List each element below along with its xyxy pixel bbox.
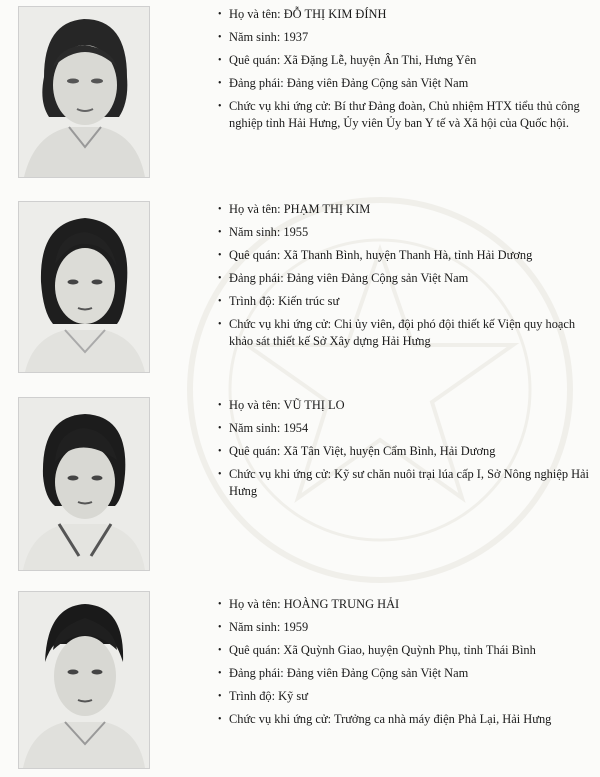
portrait-photo-4 xyxy=(18,591,150,769)
field-education: • Trình độ: Kỹ sư xyxy=(218,688,590,705)
portrait-image xyxy=(19,592,149,768)
field-full-name: • Họ và tên: PHẠM THỊ KIM xyxy=(218,201,590,218)
field-hometown: • Quê quán: Xã Quỳnh Giao, huyện Quỳnh Phụ, tỉnh Thái Bình xyxy=(218,642,590,659)
field-hometown: • Quê quán: Xã Tân Việt, huyện Cẩm Bình, Hải Dương xyxy=(218,443,590,460)
portrait-photo-1 xyxy=(18,6,150,178)
field-hometown: • Quê quán: Xã Đặng Lễ, huyện Ân Thi, Hưng Yên xyxy=(218,52,590,69)
portrait-photo-2 xyxy=(18,201,150,373)
field-full-name: • Họ và tên: HOÀNG TRUNG HẢI xyxy=(218,596,590,613)
field-position: • Chức vụ khi ứng cử: Trưởng ca nhà máy điện Phả Lại, Hải Hưng xyxy=(218,711,590,728)
field-position: • Chức vụ khi ứng cử: Bí thư Đảng đoàn, Chủ nhiệm HTX tiểu thủ công nghiệp tỉnh Hải Hưng, Ủy viên Ủy ban Y tế và Xã hội của Quốc hội. xyxy=(218,98,590,132)
field-education: • Trình độ: Kiến trúc sư xyxy=(218,293,590,310)
field-birth-year: • Năm sinh: 1937 xyxy=(218,29,590,46)
portrait-image xyxy=(19,7,149,177)
portrait-image xyxy=(19,202,149,372)
field-position: • Chức vụ khi ứng cử: Kỹ sư chăn nuôi trại lúa cấp I, Sở Nông nghiệp Hải Hưng xyxy=(218,466,590,500)
portrait-image xyxy=(19,398,149,570)
field-position: • Chức vụ khi ứng cử: Chi ủy viên, đội phó đội thiết kế Viện quy hoạch khảo sát thiết kế Sở Xây dựng Hải Hưng xyxy=(218,316,590,350)
field-full-name: • Họ và tên: ĐỖ THỊ KIM ĐÍNH xyxy=(218,6,590,23)
field-birth-year: • Năm sinh: 1959 xyxy=(218,619,590,636)
field-party: • Đảng phái: Đảng viên Đảng Cộng sản Việt Nam xyxy=(218,270,590,287)
field-birth-year: • Năm sinh: 1955 xyxy=(218,224,590,241)
field-full-name: • Họ và tên: VŨ THỊ LO xyxy=(218,397,590,414)
field-birth-year: • Năm sinh: 1954 xyxy=(218,420,590,437)
field-party: • Đảng phái: Đảng viên Đảng Cộng sản Việt Nam xyxy=(218,75,590,92)
field-hometown: • Quê quán: Xã Thanh Bình, huyện Thanh Hà, tỉnh Hải Dương xyxy=(218,247,590,264)
field-party: • Đảng phái: Đảng viên Đảng Cộng sản Việt Nam xyxy=(218,665,590,682)
portrait-photo-3 xyxy=(18,397,150,571)
